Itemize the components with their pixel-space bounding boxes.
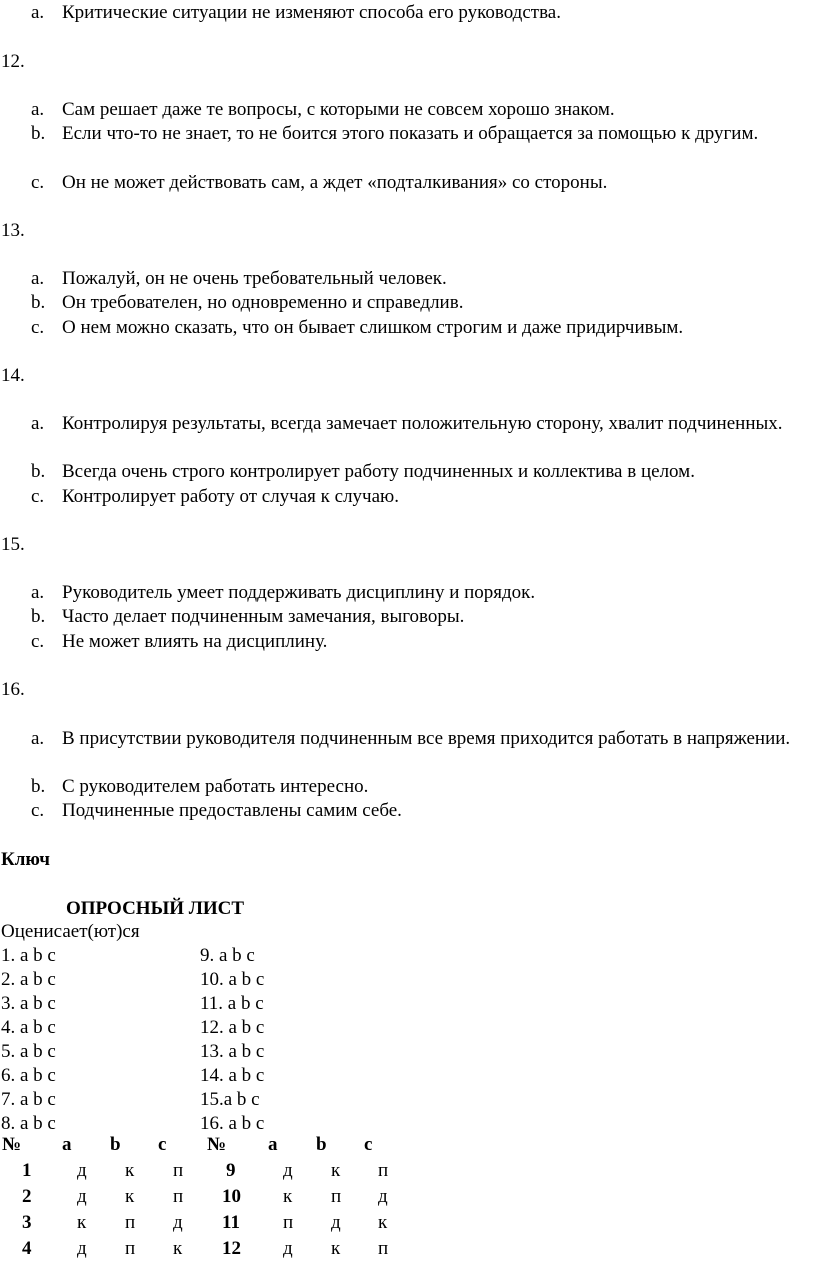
survey-subtitle: Оценисает(ют)ся	[1, 921, 140, 942]
list-item	[31, 459, 791, 484]
list-item	[31, 411, 791, 436]
list-item	[31, 290, 791, 315]
option-letter: a.	[31, 413, 45, 434]
option-letter: b.	[31, 123, 46, 144]
table-row	[0, 1158, 410, 1184]
option-text: Пожалуй, он не очень требовательный человек.	[62, 268, 447, 289]
option-letter: a.	[31, 2, 45, 23]
option-letter: b.	[31, 461, 46, 482]
option-letter: b.	[31, 776, 46, 797]
option-letter: c.	[31, 317, 45, 338]
option-letter: a.	[31, 582, 45, 603]
table-cell: д	[77, 1186, 87, 1207]
table-row	[0, 1210, 410, 1236]
list-item	[31, 170, 791, 195]
table-cell: п	[378, 1238, 389, 1259]
list-item	[31, 315, 791, 340]
table-cell: 4	[22, 1238, 32, 1259]
table-cell: п	[283, 1212, 294, 1233]
table-row	[0, 1184, 410, 1210]
option-letter: c.	[31, 486, 45, 507]
answer-line: 13. a b c	[200, 1041, 265, 1062]
header-cell: c	[364, 1134, 373, 1155]
table-cell: 3	[22, 1212, 32, 1233]
answer-line: 6. a b c	[1, 1065, 56, 1086]
table-cell: д	[283, 1238, 293, 1259]
list-item	[31, 121, 791, 146]
key-table-header	[0, 1132, 410, 1158]
answer-line: 10. a b c	[200, 969, 265, 990]
table-cell: 1	[22, 1160, 32, 1181]
option-text: Подчиненные предоставлены самим себе.	[62, 800, 402, 821]
table-cell: д	[77, 1160, 87, 1181]
header-cell: №	[207, 1134, 227, 1155]
table-cell: п	[331, 1186, 342, 1207]
option-text: В присутствии руководителя подчиненным все время приходится работать в напряжении.	[62, 728, 791, 749]
table-cell: к	[173, 1238, 183, 1259]
list-item	[31, 266, 791, 291]
list-item	[31, 798, 791, 823]
option-letter: b.	[31, 606, 46, 627]
option-text: О нем можно сказать, что он бывает слишком строгим и даже придирчивым.	[62, 317, 684, 338]
list-item	[31, 774, 791, 799]
table-cell: к	[331, 1238, 341, 1259]
answer-line: 15.a b c	[200, 1089, 260, 1110]
option-letter: c.	[31, 631, 45, 652]
answer-line: 5. a b c	[1, 1041, 56, 1062]
answer-line: 16. a b c	[200, 1113, 265, 1134]
option-text: С руководителем работать интересно.	[62, 776, 369, 797]
table-cell: к	[125, 1186, 135, 1207]
table-cell: 2	[22, 1186, 32, 1207]
answer-line: 7. a b c	[1, 1089, 56, 1110]
table-cell: п	[125, 1212, 136, 1233]
answer-line: 1. a b c	[1, 945, 56, 966]
list-item	[31, 97, 791, 122]
answer-line: 8. a b c	[1, 1113, 56, 1134]
option-text: Руководитель умеет поддерживать дисциплину и порядок.	[62, 582, 536, 603]
option-letter: a.	[31, 728, 45, 749]
option-text: Он требователен, но одновременно и справедлив.	[62, 292, 464, 313]
option-letter: b.	[31, 292, 46, 313]
list-item	[31, 629, 791, 654]
header-cell: a	[62, 1134, 72, 1155]
table-cell: д	[378, 1186, 388, 1207]
answer-line: 11. a b c	[200, 993, 264, 1014]
option-text: Часто делает подчиненным замечания, выговоры.	[62, 606, 465, 627]
answer-line: 9. a b c	[200, 945, 255, 966]
table-cell: п	[378, 1160, 389, 1181]
option-text: Он не может действовать сам, а ждет «подталкивания» со стороны.	[62, 172, 608, 193]
option-text: Всегда очень строго контролирует работу подчиненных и коллектива в целом.	[62, 461, 695, 482]
option-text: Контролируя результаты, всегда замечает положительную сторону, хвалит подчиненных.	[62, 413, 783, 434]
survey-title: ОПРОСНЫЙ ЛИСТ	[66, 898, 245, 919]
table-cell: 9	[226, 1160, 236, 1181]
table-row	[0, 1236, 410, 1262]
question-number: 14.	[1, 365, 25, 386]
table-cell: к	[77, 1212, 87, 1233]
answer-line: 2. a b c	[1, 969, 56, 990]
list-item	[31, 580, 791, 605]
header-cell: b	[110, 1134, 121, 1155]
option-letter: c.	[31, 800, 45, 821]
header-cell: №	[2, 1134, 22, 1155]
answer-line: 12. a b c	[200, 1017, 265, 1038]
header-cell: c	[158, 1134, 167, 1155]
option-text: Контролирует работу от случая к случаю.	[62, 486, 399, 507]
table-cell: 10	[222, 1186, 241, 1207]
option-text: Не может влиять на дисциплину.	[62, 631, 328, 652]
option-letter: c.	[31, 172, 45, 193]
table-cell: д	[331, 1212, 341, 1233]
table-cell: к	[283, 1186, 293, 1207]
table-cell: д	[173, 1212, 183, 1233]
answer-line: 14. a b c	[200, 1065, 265, 1086]
list-item	[31, 726, 791, 751]
header-cell: b	[316, 1134, 327, 1155]
list-item	[31, 0, 791, 25]
option-text: Критические ситуации не изменяют способа его руководства.	[62, 2, 561, 23]
answer-line: 3. a b c	[1, 993, 56, 1014]
key-heading: Ключ	[1, 849, 50, 870]
table-cell: п	[125, 1238, 136, 1259]
option-letter: a.	[31, 268, 45, 289]
table-cell: к	[331, 1160, 341, 1181]
option-text: Сам решает даже те вопросы, с которыми не совсем хорошо знаком.	[62, 99, 615, 120]
table-cell: п	[173, 1186, 184, 1207]
answer-line: 4. a b c	[1, 1017, 56, 1038]
header-cell: a	[268, 1134, 278, 1155]
table-cell: 12	[222, 1238, 241, 1259]
table-cell: к	[125, 1160, 135, 1181]
question-number: 15.	[1, 534, 25, 555]
table-cell: д	[283, 1160, 293, 1181]
option-text: Если что-то не знает, то не боится этого показать и обращается за помощью к другим.	[62, 123, 759, 144]
table-cell: п	[173, 1160, 184, 1181]
question-number: 16.	[1, 679, 25, 700]
option-letter: a.	[31, 99, 45, 120]
table-cell: к	[378, 1212, 388, 1233]
list-item	[31, 484, 791, 509]
list-item	[31, 604, 791, 629]
question-number: 12.	[1, 51, 25, 72]
table-cell: д	[77, 1238, 87, 1259]
table-cell: 11	[222, 1212, 240, 1233]
question-number: 13.	[1, 220, 25, 241]
